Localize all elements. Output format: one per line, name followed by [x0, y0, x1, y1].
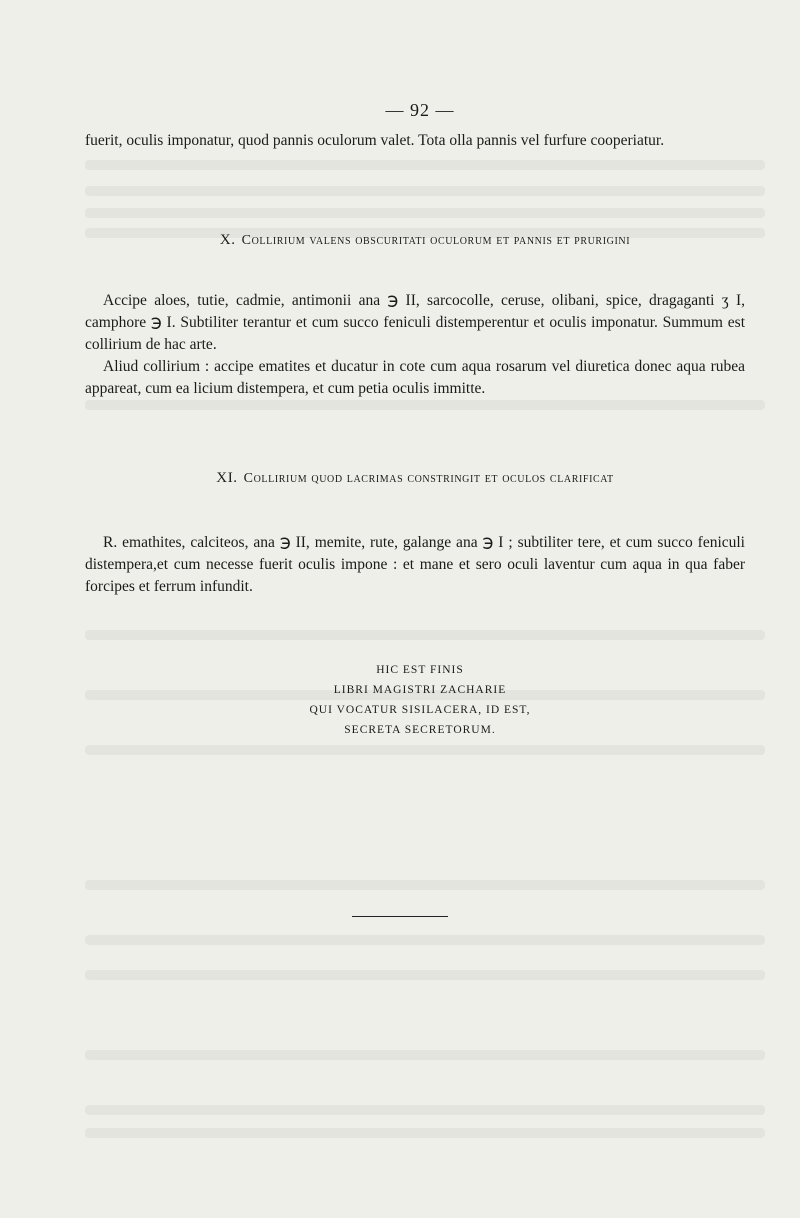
section-xi-heading	[155, 470, 675, 487]
explicit-line-1: HIC EST FINIS	[376, 664, 464, 676]
intro-paragraph: fuerit, oculis imponatur, quod pannis oculorum valet. Tota olla pannis vel furfure cooperiatur.	[85, 132, 665, 149]
explicit-colophon	[270, 660, 570, 740]
bleed-through-mark	[85, 1128, 765, 1138]
section-xi-title: Collirium quod lacrimas constringit et oculos clarificat	[243, 471, 614, 486]
section-xi-paragraph-1: R. emathites, calciteos, ana ℈ II, memite, rute, galange ana ℈ I ; subtiliter tere, et cum succo feniculi distempera,et cum necesse fuerit oculis impone : et mane et sero oculi laventur cum aqua in qua faber forcipes et ferrum infundit.	[85, 534, 745, 595]
explicit-line-4: SECRETA SECRETORUM.	[344, 724, 496, 736]
bleed-through-mark	[85, 186, 765, 196]
bleed-through-mark	[85, 935, 765, 945]
closing-rule	[352, 916, 448, 917]
bleed-through-mark	[85, 1050, 765, 1060]
section-x-number: X.	[219, 232, 236, 248]
explicit-line-3: QUI VOCATUR SISILACERA, ID EST,	[309, 704, 531, 716]
section-x-heading	[145, 232, 705, 249]
bleed-through-mark	[85, 1105, 765, 1115]
explicit-line-2: LIBRI MAGISTRI ZACHARIE	[333, 684, 507, 696]
section-x-paragraph-1: Accipe aloes, tutie, cadmie, antimonii ana ℈ II, sarcocolle, ceruse, olibani, spice, dragaganti ʒ I, camphore ℈ I. Subtiliter terantur et cum succo feniculi distemperentur et oculis imponatur. Summum est collirium de hac arte.	[85, 292, 745, 353]
bleed-through-mark	[85, 208, 765, 218]
bleed-through-mark	[85, 160, 765, 170]
section-x-paragraph-2: Aliud collirium : accipe ematites et ducatur in cote cum aqua rosarum vel diuretica donec aqua rubea appareat, cum ea licium distempera, et cum petia oculis immitte.	[85, 358, 745, 397]
bleed-through-mark	[85, 880, 765, 890]
page-number: — 92 —	[385, 100, 455, 120]
section-xi-number: XI.	[216, 470, 238, 486]
bleed-through-mark	[85, 630, 765, 640]
section-x-title: Collirium valens obscuritati oculorum et pannis et prurigini	[241, 233, 631, 248]
bleed-through-mark	[85, 970, 765, 980]
bleed-through-mark	[85, 400, 765, 410]
bleed-through-mark	[85, 745, 765, 755]
